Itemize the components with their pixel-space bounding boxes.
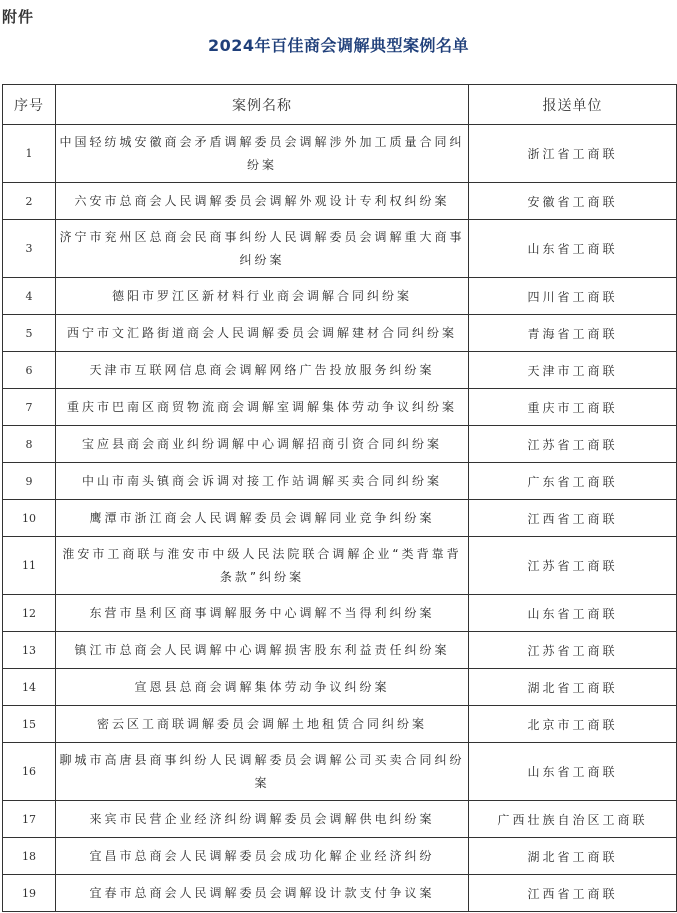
reporting-unit: 江苏省工商联 [469, 537, 677, 595]
case-name: 六安市总商会人民调解委员会调解外观设计专利权纠纷案 [56, 183, 469, 220]
column-header-unit: 报送单位 [469, 85, 677, 125]
table-row [3, 801, 677, 838]
case-name: 济宁市兖州区总商会民商事纠纷人民调解委员会调解重大商事纠纷案 [56, 220, 469, 278]
row-number: 12 [3, 595, 56, 632]
table-row [3, 669, 677, 706]
case-name: 宜昌市总商会人民调解委员会成功化解企业经济纠纷 [56, 838, 469, 875]
reporting-unit: 重庆市工商联 [469, 389, 677, 426]
table-row [3, 537, 677, 595]
row-number: 5 [3, 315, 56, 352]
reporting-unit: 青海省工商联 [469, 315, 677, 352]
attachment-label: 附件 [2, 8, 35, 26]
row-number: 6 [3, 352, 56, 389]
reporting-unit: 广东省工商联 [469, 463, 677, 500]
row-number: 13 [3, 632, 56, 669]
reporting-unit: 湖北省工商联 [469, 838, 677, 875]
table-row [3, 220, 677, 278]
table-row [3, 875, 677, 912]
row-number: 16 [3, 743, 56, 801]
row-number: 17 [3, 801, 56, 838]
case-list-table [2, 84, 677, 912]
reporting-unit: 北京市工商联 [469, 706, 677, 743]
case-name: 重庆市巴南区商贸物流商会调解室调解集体劳动争议纠纷案 [56, 389, 469, 426]
column-header-case-name: 案例名称 [56, 85, 469, 125]
case-name: 淮安市工商联与淮安市中级人民法院联合调解企业“类背靠背条款”纠纷案 [56, 537, 469, 595]
table-row [3, 838, 677, 875]
table-row [3, 278, 677, 315]
case-name: 密云区工商联调解委员会调解土地租赁合同纠纷案 [56, 706, 469, 743]
table-row [3, 315, 677, 352]
table-row [3, 632, 677, 669]
row-number: 8 [3, 426, 56, 463]
reporting-unit: 江苏省工商联 [469, 632, 677, 669]
row-number: 7 [3, 389, 56, 426]
row-number: 15 [3, 706, 56, 743]
reporting-unit: 浙江省工商联 [469, 125, 677, 183]
table-header-row [3, 85, 677, 125]
row-number: 4 [3, 278, 56, 315]
reporting-unit: 江苏省工商联 [469, 426, 677, 463]
reporting-unit: 天津市工商联 [469, 352, 677, 389]
row-number: 2 [3, 183, 56, 220]
row-number: 18 [3, 838, 56, 875]
row-number: 9 [3, 463, 56, 500]
row-number: 10 [3, 500, 56, 537]
reporting-unit: 山东省工商联 [469, 220, 677, 278]
case-name: 来宾市民营企业经济纠纷调解委员会调解供电纠纷案 [56, 801, 469, 838]
case-name: 镇江市总商会人民调解中心调解损害股东利益责任纠纷案 [56, 632, 469, 669]
case-name: 宜春市总商会人民调解委员会调解设计款支付争议案 [56, 875, 469, 912]
case-name: 德阳市罗江区新材料行业商会调解合同纠纷案 [56, 278, 469, 315]
table-row [3, 743, 677, 801]
row-number: 19 [3, 875, 56, 912]
reporting-unit: 江西省工商联 [469, 500, 677, 537]
case-name: 中国轻纺城安徽商会矛盾调解委员会调解涉外加工质量合同纠纷案 [56, 125, 469, 183]
case-name: 鹰潭市浙江商会人民调解委员会调解同业竞争纠纷案 [56, 500, 469, 537]
row-number: 3 [3, 220, 56, 278]
table-row [3, 426, 677, 463]
case-name: 聊城市高唐县商事纠纷人民调解委员会调解公司买卖合同纠纷案 [56, 743, 469, 801]
table-row [3, 500, 677, 537]
case-name: 宝应县商会商业纠纷调解中心调解招商引资合同纠纷案 [56, 426, 469, 463]
table-row [3, 389, 677, 426]
reporting-unit: 广西壮族自治区工商联 [469, 801, 677, 838]
reporting-unit: 四川省工商联 [469, 278, 677, 315]
reporting-unit: 湖北省工商联 [469, 669, 677, 706]
table-row [3, 352, 677, 389]
document-title: 2024年百佳商会调解典型案例名单 [207, 36, 470, 55]
reporting-unit: 山东省工商联 [469, 595, 677, 632]
row-number: 11 [3, 537, 56, 595]
table-row [3, 706, 677, 743]
row-number: 1 [3, 125, 56, 183]
column-header-number: 序号 [3, 85, 56, 125]
case-name: 东营市垦利区商事调解服务中心调解不当得利纠纷案 [56, 595, 469, 632]
table-row [3, 463, 677, 500]
reporting-unit: 安徽省工商联 [469, 183, 677, 220]
table-row [3, 125, 677, 183]
case-name: 天津市互联网信息商会调解网络广告投放服务纠纷案 [56, 352, 469, 389]
row-number: 14 [3, 669, 56, 706]
table-row [3, 183, 677, 220]
case-name: 宣恩县总商会调解集体劳动争议纠纷案 [56, 669, 469, 706]
table-row [3, 595, 677, 632]
reporting-unit: 山东省工商联 [469, 743, 677, 801]
reporting-unit: 江西省工商联 [469, 875, 677, 912]
case-name: 中山市南头镇商会诉调对接工作站调解买卖合同纠纷案 [56, 463, 469, 500]
case-name: 西宁市文汇路街道商会人民调解委员会调解建材合同纠纷案 [56, 315, 469, 352]
